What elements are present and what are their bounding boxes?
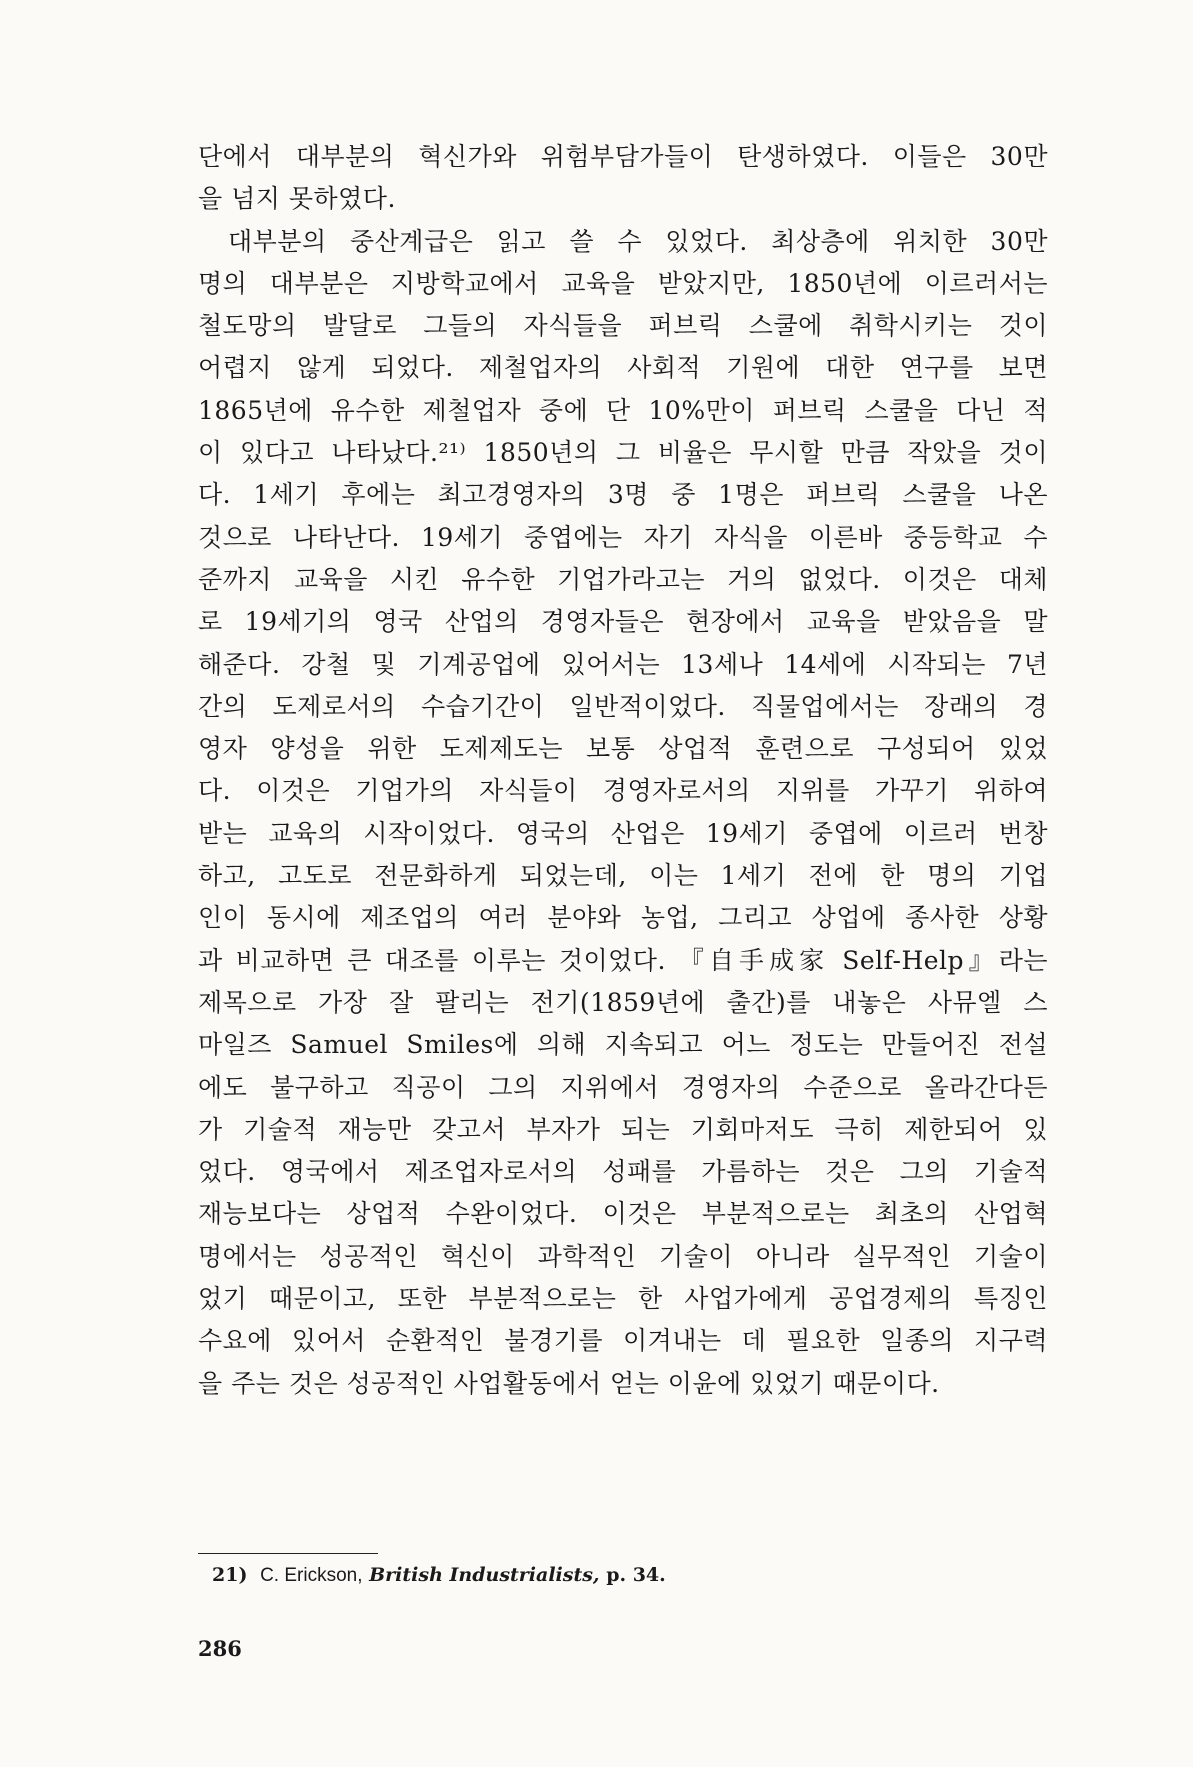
text-line: 었다. 영국에서 제조업자로서의 성패를 가름하는 것은 그의 기술적 (198, 1157, 1048, 1187)
text-line: 철도망의 발달로 그들의 자식들을 퍼브릭 스쿨에 취학시키는 것이 (198, 311, 1048, 341)
text-line: 재능보다는 상업적 수완이었다. 이것은 부분적으로는 최초의 산업혁 (198, 1199, 1048, 1229)
text-line: 을 주는 것은 성공적인 사업활동에서 얻는 이윤에 있었기 때문이다. (198, 1368, 940, 1398)
text-line: 에도 불구하고 직공이 그의 지위에서 경영자의 수준으로 올라간다든 (198, 1072, 1048, 1102)
footnote-divider (198, 1553, 378, 1554)
text-line: 었기 때문이고, 또한 부분적으로는 한 사업가에게 공업경제의 특징인 (198, 1284, 1048, 1314)
text-line: 1865년에 유수한 제철업자 중에 단 10%만이 퍼브릭 스쿨을 다닌 적 (198, 395, 1048, 425)
text-line: 마일즈 Samuel Smiles에 의해 지속되고 어느 정도는 만들어진 전설 (198, 1030, 1048, 1060)
text-line: 해준다. 강철 및 기계공업에 있어서는 13세나 14세에 시작되는 7년 (198, 649, 1048, 679)
text-line: 다. 이것은 기업가의 자식들이 경영자로서의 지위를 가꾸기 위하여 (198, 776, 1048, 806)
text-line: 과 비교하면 큰 대조를 이루는 것이었다. 『自手成家 Self-Help』라는 (198, 945, 1048, 975)
text-line: 명에서는 성공적인 혁신이 과학적인 기술이 아니라 실무적인 기술이 (198, 1241, 1048, 1271)
text-line: 제목으로 가장 잘 팔리는 전기(1859년에 출간)를 내놓은 사뮤엘 스 (198, 987, 1048, 1017)
footnote-number: 21) (212, 1564, 248, 1586)
text-line: 로 19세기의 영국 산업의 경영자들은 현장에서 교육을 받았음을 말 (198, 607, 1048, 637)
body-text (198, 136, 1048, 1405)
text-line: 가 기술적 재능만 갖고서 부자가 되는 기회마저도 극히 제한되어 있 (198, 1114, 1048, 1144)
footnote-page: p. 34. (606, 1564, 666, 1586)
text-line: 것으로 나타난다. 19세기 중엽에는 자기 자식을 이른바 중등학교 수 (198, 522, 1048, 552)
text-line: 간의 도제로서의 수습기간이 일반적이었다. 직물업에서는 장래의 경 (198, 691, 1048, 721)
text-line: 어렵지 않게 되었다. 제철업자의 사회적 기원에 대한 연구를 보면 (198, 353, 1048, 383)
text-line: 받는 교육의 시작이었다. 영국의 산업은 19세기 중엽에 이르러 번창 (198, 818, 1048, 848)
text-line: 수요에 있어서 순환적인 불경기를 이겨내는 데 필요한 일종의 지구력 (198, 1326, 1048, 1356)
text-line: 준까지 교육을 시킨 유수한 기업가라고는 거의 없었다. 이것은 대체 (198, 564, 1048, 594)
text-line: 이 있다고 나타났다.²¹⁾ 1850년의 그 비율은 무시할 만큼 작았을 것이 (198, 438, 1048, 468)
text-line: 다. 1세기 후에는 최고경영자의 3명 중 1명은 퍼브릭 스쿨을 나온 (198, 480, 1048, 510)
text-line: 하고, 고도로 전문화하게 되었는데, 이는 1세기 전에 한 명의 기업 (198, 861, 1048, 891)
text-line: 인이 동시에 제조업의 여러 분야와 농업, 그리고 상업에 종사한 상황 (198, 903, 1048, 933)
footnote-author: C. Erickson, (260, 1565, 363, 1586)
text-line: 대부분의 중산계급은 읽고 쓸 수 있었다. 최상층에 위치한 30만 (228, 226, 1048, 256)
footnote (212, 1564, 666, 1587)
page-number: 286 (198, 1636, 242, 1661)
text-line: 을 넘지 못하였다. (198, 184, 396, 214)
text-line: 명의 대부분은 지방학교에서 교육을 받았지만, 1850년에 이르러서는 (198, 268, 1048, 298)
text-line: 영자 양성을 위한 도제제도는 보통 상업적 훈련으로 구성되어 있었 (198, 734, 1048, 764)
footnote-title: British Industrialists, (369, 1564, 600, 1586)
text-line: 단에서 대부분의 혁신가와 위험부담가들이 탄생하였다. 이들은 30만 (198, 142, 1048, 171)
